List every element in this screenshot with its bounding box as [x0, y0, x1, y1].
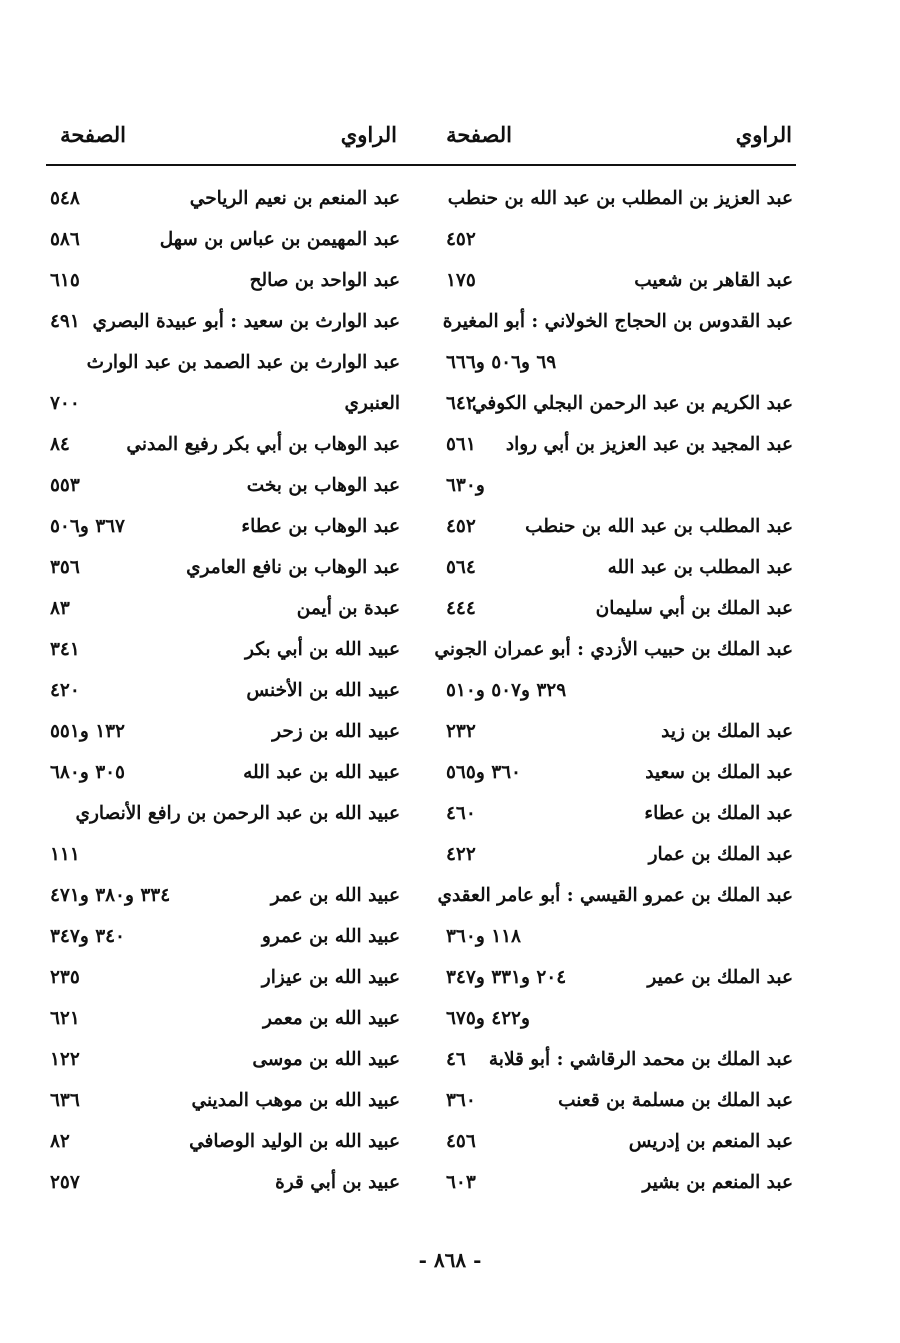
index-row	[50, 961, 400, 1002]
index-row	[446, 182, 793, 223]
page-ref: ١٣٢ و٥٥١	[50, 721, 125, 742]
index-row	[434, 633, 793, 674]
index-row	[446, 756, 793, 797]
page-ref: و٤٢٢ و٦٧٥	[446, 1008, 530, 1029]
narrator-name: عبد المجيد بن عبد العزيز بن أبي رواد	[505, 434, 793, 455]
page-ref: ٢٠٤ و٣٣١ و٣٤٧	[446, 967, 567, 988]
page-ref: ٤٦	[446, 1049, 466, 1070]
page-ref: ٦٩ و٥٠٦ و٦٦٦	[446, 352, 557, 373]
page-ref: ٤٢٠	[50, 680, 80, 701]
narrator-name: عبد الملك بن عمرو القيسي : أبو عامر العقدي	[437, 885, 793, 906]
narrator-name: عبيد الله بن عبد الرحمن بن رافع الأنصاري	[75, 803, 400, 824]
narrator-name: عبد الكريم بن عبد الرحمن البجلي الكوفي	[471, 393, 793, 414]
page-ref: ١٧٥	[446, 270, 476, 291]
index-row	[50, 428, 400, 469]
narrator-name: عبد العزيز بن المطلب بن عبد الله بن حنطب	[447, 188, 793, 209]
narrator-name: عبيد الله بن زحر	[272, 721, 400, 742]
index-row	[50, 182, 400, 223]
narrator-name: عبيد الله بن أبي بكر	[244, 639, 400, 660]
narrator-name: عبد الوهاب بن نافع العامري	[186, 557, 400, 578]
index-row	[50, 1125, 400, 1166]
index-row	[446, 223, 793, 264]
page-ref: ٣٤٠ و٣٤٧	[50, 926, 125, 947]
index-row	[442, 305, 793, 346]
header-page-left: الصفحة	[60, 122, 126, 147]
index-row	[446, 797, 793, 838]
page-ref: ٤٥٦	[446, 1131, 476, 1152]
narrator-name: العنبري	[344, 393, 400, 414]
index-row	[50, 838, 400, 879]
page-ref: ١٢٢	[50, 1049, 80, 1070]
index-row	[50, 387, 400, 428]
index-row	[50, 264, 400, 305]
narrator-name: عبد المنعم بن نعيم الرياحي	[189, 188, 400, 209]
page-ref: ٨٢	[50, 1131, 70, 1152]
left-column	[50, 182, 400, 1222]
index-row	[50, 510, 400, 551]
narrator-name: عبد الملك بن مسلمة بن قعنب	[558, 1090, 793, 1111]
index-row	[50, 223, 400, 264]
right-column	[434, 182, 793, 1222]
page-ref: ١١٨ و٣٦٠	[446, 926, 521, 947]
narrator-name: عبيد الله بن موهب المديني	[191, 1090, 400, 1111]
page-ref: ٣٦٧ و٥٠٦	[50, 516, 125, 537]
index-row	[446, 469, 793, 510]
index-row	[446, 264, 793, 305]
narrator-name: عبد المنعم بن بشير	[642, 1172, 793, 1193]
header-rawi-right: الراوي	[735, 122, 792, 147]
page-ref: ٢٥٧	[50, 1172, 80, 1193]
index-row	[446, 674, 793, 715]
index-row	[50, 756, 400, 797]
index-row	[50, 715, 400, 756]
narrator-name: عبد الواحد بن صالح	[249, 270, 400, 291]
index-row	[446, 510, 793, 551]
page-ref: ٤٤٤	[446, 598, 476, 619]
index-row	[50, 592, 400, 633]
page-ref: ٣٠٥ و٦٨٠	[50, 762, 125, 783]
page-ref: ٤٩١	[50, 311, 80, 332]
narrator-name: عبد الوهاب بن بخت	[246, 475, 400, 496]
narrator-name: عبيد الله بن معمر	[262, 1008, 400, 1029]
index-row	[446, 920, 793, 961]
narrator-name: عبد المطلب بن عبد الله بن حنطب	[525, 516, 793, 537]
index-row	[50, 469, 400, 510]
narrator-name: عبد المهيمن بن عباس بن سهل	[159, 229, 400, 250]
page-ref: ٣٦٠	[446, 1090, 476, 1111]
index-row	[446, 1084, 793, 1125]
index-row	[50, 346, 400, 387]
page-ref: ٣٣٤ و٣٨٠ و٤٧١	[50, 885, 171, 906]
narrator-name: عبد القدوس بن الحجاج الخولاني : أبو المغيرة	[442, 311, 793, 332]
page-ref: ٨٣	[50, 598, 70, 619]
index-row	[50, 305, 400, 346]
page-ref: ٤٥٢	[446, 229, 476, 250]
narrator-name: عبيد الله بن الوليد الوصافي	[189, 1131, 400, 1152]
narrator-name: عبد الملك بن سعيد	[645, 762, 793, 783]
header-rule	[46, 164, 796, 166]
index-row	[50, 879, 400, 920]
page-ref: ٥٦١	[446, 434, 476, 455]
narrator-name: عبد القاهر بن شعيب	[634, 270, 793, 291]
narrator-name: عبيد بن أبي قرة	[275, 1172, 400, 1193]
narrator-name: عبد الوارث بن عبد الصمد بن عبد الوارث	[86, 352, 400, 373]
index-row	[50, 633, 400, 674]
index-row	[446, 346, 793, 387]
page-ref: ٦١٥	[50, 270, 80, 291]
page-ref: ١١١	[50, 844, 80, 865]
page-ref: ٣٤١	[50, 639, 80, 660]
page-ref: ٤٢٢	[446, 844, 476, 865]
index-row	[446, 715, 793, 756]
header-rawi-left: الراوي	[340, 122, 397, 147]
index-row	[446, 961, 793, 1002]
index-row	[446, 1002, 793, 1043]
column-header	[50, 122, 792, 156]
index-row	[446, 387, 793, 428]
index-row	[446, 1125, 793, 1166]
page-ref: ٥٦٤	[446, 557, 476, 578]
index-row	[50, 674, 400, 715]
narrator-name: عبد المطلب بن عبد الله	[607, 557, 793, 578]
index-row	[437, 879, 793, 920]
index-row	[50, 1166, 400, 1207]
index-row	[446, 838, 793, 879]
page-ref: ٨٤	[50, 434, 70, 455]
page-ref: ٣٦٠ و٥٦٥	[446, 762, 521, 783]
index-row	[446, 551, 793, 592]
narrator-name: عبيد الله بن عيزار	[261, 967, 400, 988]
page-ref: ٣٥٦	[50, 557, 80, 578]
page-ref: ٥٥٣	[50, 475, 80, 496]
page-ref: و٦٣٠	[446, 475, 485, 496]
narrator-name: عبد الملك بن عطاء	[644, 803, 793, 824]
page-ref: ٣٢٩ و٥٠٧ و٥١٠	[446, 680, 567, 701]
index-row	[50, 920, 400, 961]
narrator-name: عبد الملك بن عمار	[648, 844, 793, 865]
narrator-name: عبدة بن أيمن	[296, 598, 400, 619]
narrator-name: عبد المنعم بن إدريس	[628, 1131, 793, 1152]
narrator-name: عبد الملك بن عمير	[647, 967, 793, 988]
narrator-name: عبيد الله بن عمرو	[261, 926, 400, 947]
page-ref: ٤٥٢	[446, 516, 476, 537]
header-page-right: الصفحة	[446, 122, 512, 147]
page-ref: ٢٣٢	[446, 721, 476, 742]
index-row	[50, 551, 400, 592]
narrator-name: عبد الوارث بن سعيد : أبو عبيدة البصري	[92, 311, 400, 332]
index-row	[50, 1084, 400, 1125]
narrator-name: عبيد الله بن الأخنس	[246, 680, 400, 701]
page-ref: ٤٦٠	[446, 803, 476, 824]
page-ref: ٥٤٨	[50, 188, 80, 209]
index-row	[50, 1043, 400, 1084]
index-row	[50, 1002, 400, 1043]
page-ref: ٦٢١	[50, 1008, 80, 1029]
page-number: - ٨٦٨ -	[418, 1248, 482, 1272]
page-ref: ٥٨٦	[50, 229, 80, 250]
page-ref: ٦٣٦	[50, 1090, 80, 1111]
index-row	[446, 428, 793, 469]
index-row	[446, 1166, 793, 1207]
narrator-name: عبيد الله بن عبد الله	[243, 762, 400, 783]
narrator-name: عبد الملك بن أبي سليمان	[595, 598, 793, 619]
narrator-name: عبد الملك بن زيد	[661, 721, 793, 742]
page-ref: ٦٤٢	[446, 393, 476, 414]
narrator-name: عبد الملك بن محمد الرقاشي : أبو قلابة	[488, 1049, 793, 1070]
index-row	[446, 1043, 793, 1084]
page-ref: ٦٠٣	[446, 1172, 476, 1193]
narrator-name: عبد الوهاب بن عطاء	[241, 516, 400, 537]
narrator-name: عبيد الله بن موسى	[252, 1049, 400, 1070]
index-row	[446, 592, 793, 633]
narrator-name: عبد الوهاب بن أبي بكر رفيع المدني	[126, 434, 400, 455]
narrator-name: عبد الملك بن حبيب الأزدي : أبو عمران الجوني	[434, 639, 793, 660]
page-ref: ٧٠٠	[50, 393, 80, 414]
narrator-name: عبيد الله بن عمر	[270, 885, 400, 906]
index-row	[50, 797, 400, 838]
page-ref: ٢٣٥	[50, 967, 80, 988]
